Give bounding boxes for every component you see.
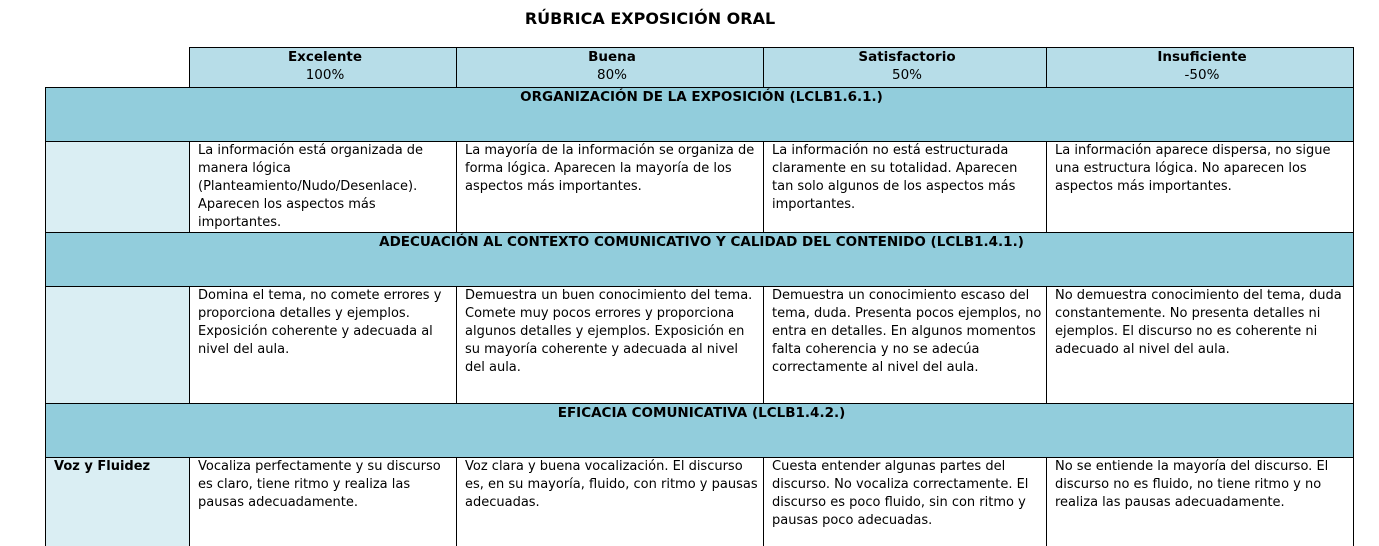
criterion-label — [46, 287, 190, 404]
level-name: Excelente — [287, 49, 363, 65]
section-heading-row — [46, 404, 1354, 458]
descriptor-cell: Domina el tema, no comete errores y proporciona detalles y ejemplos. Exposición coherente y adecuada al nivel del aula. — [190, 287, 457, 404]
level-header-buena — [457, 48, 764, 88]
descriptor-cell: Cuesta entender algunas partes del discurso. No vocaliza correctamente. El discurso es poco fluido, sin con ritmo y pausas poco adecuadas. — [764, 458, 1047, 546]
level-percent: 100% — [305, 67, 345, 83]
descriptor-cell: Vocaliza perfectamente y su discurso es claro, tiene ritmo y realiza las pausas adecuadamente. — [190, 458, 457, 546]
criterion-row — [46, 458, 1354, 546]
descriptor-cell: La información no está estructurada claramente en su totalidad. Aparecen tan solo algunos de los aspectos más importantes. — [764, 142, 1047, 233]
descriptor-cell: Voz clara y buena vocalización. El discurso es, en su mayoría, fluido, con ritmo y pausas adecuadas. — [457, 458, 764, 546]
criterion-row — [46, 287, 1354, 404]
section-heading: ORGANIZACIÓN DE LA EXPOSICIÓN (LCLB1.6.1.) — [46, 88, 1354, 142]
levels-header-row — [46, 48, 1354, 88]
level-name: Buena — [588, 49, 636, 65]
level-header-insuficiente — [1047, 48, 1354, 88]
descriptor-cell: La mayoría de la información se organiza de forma lógica. Aparecen la mayoría de los aspectos más importantes. — [457, 142, 764, 233]
level-name: Satisfactorio — [858, 49, 956, 65]
section-heading: EFICACIA COMUNICATIVA (LCLB1.4.2.) — [46, 404, 1354, 458]
rubric-table — [45, 47, 1354, 546]
page-title: RÚBRICA EXPOSICIÓN ORAL — [524, 9, 776, 28]
level-percent: 50% — [891, 67, 922, 83]
corner-cell — [46, 48, 190, 88]
descriptor-cell: No demuestra conocimiento del tema, duda constantemente. No presenta detalles ni ejemplos. El discurso no es coherente ni adecuado al nivel del aula. — [1047, 287, 1354, 404]
descriptor-cell: Demuestra un conocimiento escaso del tema, duda. Presenta pocos ejemplos, no entra en detalles. En algunos momentos falta coherencia y no se adecúa correctamente al nivel del aula. — [764, 287, 1047, 404]
descriptor-cell: No se entiende la mayoría del discurso. El discurso no es fluido, no tiene ritmo y no realiza las pausas adecuadamente. — [1047, 458, 1354, 546]
criterion-label — [46, 142, 190, 233]
descriptor-cell: La información aparece dispersa, no sigue una estructura lógica. No aparecen los aspectos más importantes. — [1047, 142, 1354, 233]
section-heading-row — [46, 233, 1354, 287]
criterion-label: Voz y Fluidez — [46, 458, 190, 546]
level-header-satisfactorio — [764, 48, 1047, 88]
level-percent: -50% — [1184, 67, 1220, 83]
descriptor-cell: La información está organizada de manera lógica (Planteamiento/Nudo/Desenlace). Aparecen los aspectos más importantes. — [190, 142, 457, 233]
level-name: Insuficiente — [1157, 49, 1247, 65]
section-heading: ADECUACIÓN AL CONTEXTO COMUNICATIVO Y CALIDAD DEL CONTENIDO (LCLB1.4.1.) — [46, 233, 1354, 287]
criterion-row — [46, 142, 1354, 233]
level-percent: 80% — [596, 67, 627, 83]
section-heading-row — [46, 88, 1354, 142]
level-header-excelente — [190, 48, 457, 88]
descriptor-cell: Demuestra un buen conocimiento del tema. Comete muy pocos errores y proporciona algunos detalles y ejemplos. Exposición en su mayoría coherente y adecuada al nivel del aula. — [457, 287, 764, 404]
